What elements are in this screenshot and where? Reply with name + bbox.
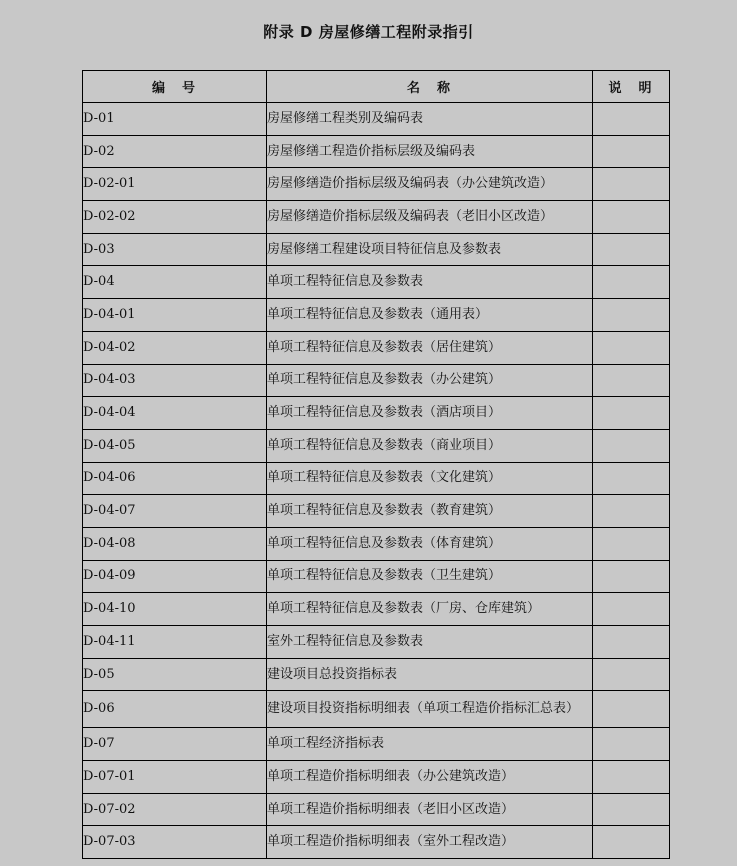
note-cell <box>593 527 670 560</box>
note-cell <box>593 429 670 462</box>
table-row <box>83 135 670 168</box>
table-row <box>83 826 670 859</box>
table-row <box>83 761 670 794</box>
code-cell: D-02-02 <box>83 201 267 234</box>
table-row <box>83 201 670 234</box>
name-cell: 单项工程特征信息及参数表（酒店项目） <box>267 397 593 430</box>
table-row <box>83 728 670 761</box>
table-row <box>83 462 670 495</box>
note-cell <box>593 201 670 234</box>
table-row <box>83 429 670 462</box>
table-row <box>83 626 670 659</box>
code-cell: D-04-02 <box>83 331 267 364</box>
table-row <box>83 103 670 136</box>
note-cell <box>593 168 670 201</box>
note-cell <box>593 103 670 136</box>
code-cell: D-04 <box>83 266 267 299</box>
table-row <box>83 299 670 332</box>
table-row <box>83 793 670 826</box>
code-cell: D-04-01 <box>83 299 267 332</box>
name-cell: 单项工程特征信息及参数表（卫生建筑） <box>267 560 593 593</box>
table-row <box>83 527 670 560</box>
note-cell <box>593 658 670 691</box>
note-cell <box>593 233 670 266</box>
table-row <box>83 168 670 201</box>
name-cell: 单项工程特征信息及参数表（居住建筑） <box>267 331 593 364</box>
code-cell: D-07-02 <box>83 793 267 826</box>
name-cell: 单项工程造价指标明细表（老旧小区改造） <box>267 793 593 826</box>
name-cell: 房屋修缮工程造价指标层级及编码表 <box>267 135 593 168</box>
code-cell: D-04-03 <box>83 364 267 397</box>
note-cell <box>593 397 670 430</box>
table-row <box>83 691 670 728</box>
name-cell: 单项工程特征信息及参数表（体育建筑） <box>267 527 593 560</box>
table-row <box>83 397 670 430</box>
name-cell: 单项工程特征信息及参数表（办公建筑） <box>267 364 593 397</box>
note-cell <box>593 593 670 626</box>
note-cell <box>593 626 670 659</box>
code-cell: D-04-07 <box>83 495 267 528</box>
code-cell: D-04-04 <box>83 397 267 430</box>
note-cell <box>593 691 670 728</box>
table-row <box>83 593 670 626</box>
name-cell: 单项工程特征信息及参数表（通用表） <box>267 299 593 332</box>
code-cell: D-02-01 <box>83 168 267 201</box>
code-cell: D-05 <box>83 658 267 691</box>
name-cell: 单项工程特征信息及参数表（商业项目） <box>267 429 593 462</box>
name-cell: 单项工程造价指标明细表（室外工程改造） <box>267 826 593 859</box>
note-cell <box>593 761 670 794</box>
note-cell <box>593 331 670 364</box>
note-cell <box>593 793 670 826</box>
name-cell: 建设项目投资指标明细表（单项工程造价指标汇总表） <box>267 691 593 728</box>
code-cell: D-06 <box>83 691 267 728</box>
name-cell: 单项工程特征信息及参数表（文化建筑） <box>267 462 593 495</box>
name-cell: 房屋修缮工程类别及编码表 <box>267 103 593 136</box>
table-row <box>83 331 670 364</box>
code-cell: D-04-09 <box>83 560 267 593</box>
name-cell: 单项工程特征信息及参数表（教育建筑） <box>267 495 593 528</box>
name-cell: 房屋修缮造价指标层级及编码表（办公建筑改造） <box>267 168 593 201</box>
table-row <box>83 364 670 397</box>
code-cell: D-04-05 <box>83 429 267 462</box>
note-cell <box>593 728 670 761</box>
code-cell: D-02 <box>83 135 267 168</box>
code-cell: D-07-03 <box>83 826 267 859</box>
code-cell: D-04-08 <box>83 527 267 560</box>
header-name: 名 称 <box>267 71 593 103</box>
note-cell <box>593 266 670 299</box>
note-cell <box>593 826 670 859</box>
header-code: 编 号 <box>83 71 267 103</box>
code-cell: D-04-06 <box>83 462 267 495</box>
name-cell: 房屋修缮造价指标层级及编码表（老旧小区改造） <box>267 201 593 234</box>
code-cell: D-04-11 <box>83 626 267 659</box>
table-row <box>83 266 670 299</box>
note-cell <box>593 135 670 168</box>
name-cell: 单项工程特征信息及参数表（厂房、仓库建筑） <box>267 593 593 626</box>
appendix-index-table <box>82 70 670 859</box>
note-cell <box>593 495 670 528</box>
note-cell <box>593 299 670 332</box>
code-cell: D-04-10 <box>83 593 267 626</box>
name-cell: 房屋修缮工程建设项目特征信息及参数表 <box>267 233 593 266</box>
page-title: 附录 D 房屋修缮工程附录指引 <box>263 23 474 41</box>
table-row <box>83 233 670 266</box>
code-cell: D-03 <box>83 233 267 266</box>
name-cell: 建设项目总投资指标表 <box>267 658 593 691</box>
code-cell: D-07-01 <box>83 761 267 794</box>
code-cell: D-07 <box>83 728 267 761</box>
table-header-row <box>83 71 670 103</box>
name-cell: 单项工程造价指标明细表（办公建筑改造） <box>267 761 593 794</box>
note-cell <box>593 462 670 495</box>
table-row <box>83 560 670 593</box>
code-cell: D-01 <box>83 103 267 136</box>
note-cell <box>593 364 670 397</box>
table-row <box>83 495 670 528</box>
name-cell: 单项工程经济指标表 <box>267 728 593 761</box>
note-cell <box>593 560 670 593</box>
name-cell: 室外工程特征信息及参数表 <box>267 626 593 659</box>
header-note: 说 明 <box>593 71 670 103</box>
table-row <box>83 658 670 691</box>
name-cell: 单项工程特征信息及参数表 <box>267 266 593 299</box>
